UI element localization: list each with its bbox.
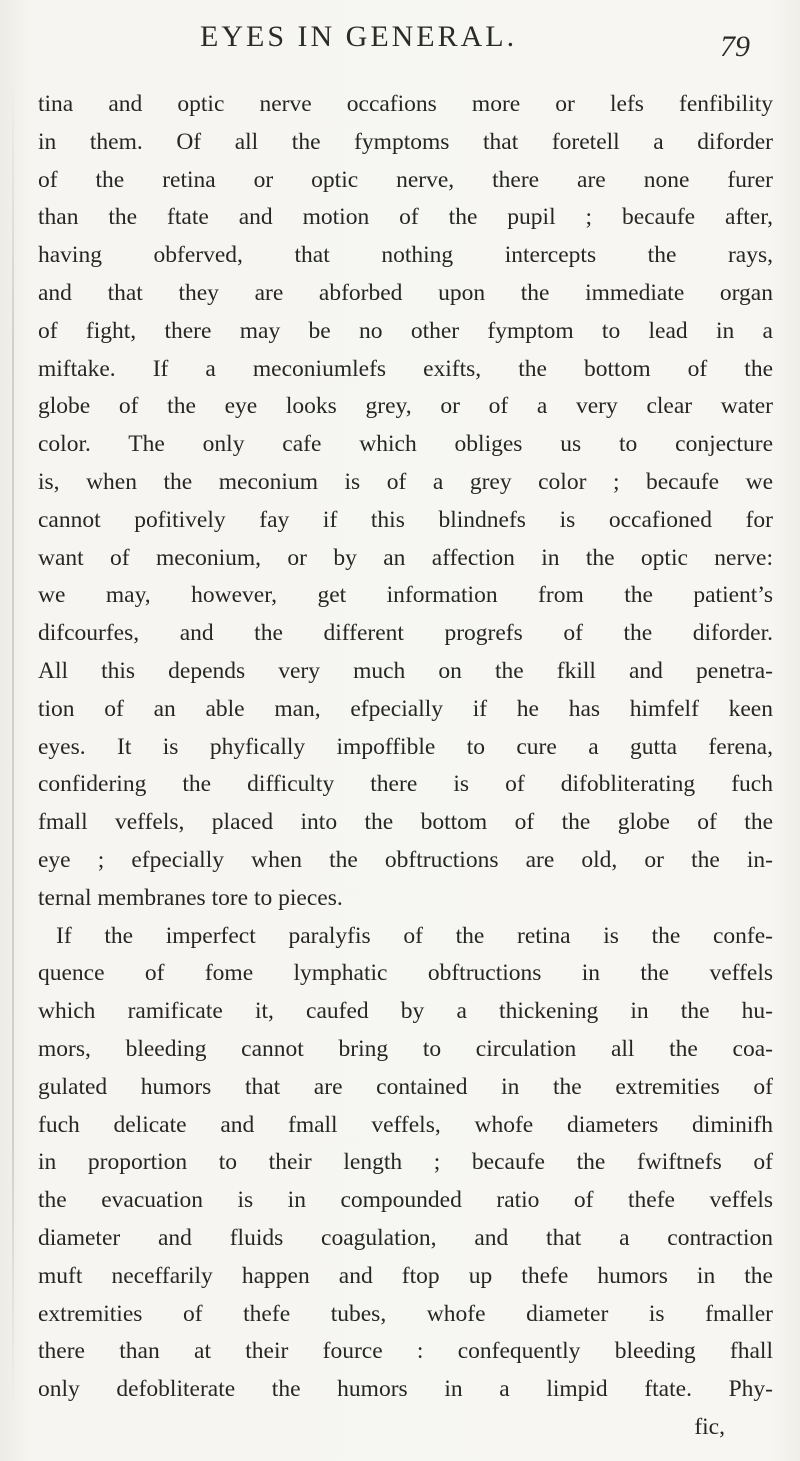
- text-line: only defobliterate the humors in a limpid ftate. Phy-: [38, 1376, 773, 1403]
- text-line: globe of the eye looks grey, or of a very clear water: [38, 393, 773, 420]
- text-line: the evacuation is in compounded ratio of thefe veffels: [38, 1187, 773, 1214]
- text-line: fuch delicate and fmall veffels, whofe diameters diminifh: [38, 1111, 773, 1138]
- text-line: color. The only cafe which obliges us to conjecture: [38, 431, 773, 458]
- text-line: fmall veffels, placed into the bottom of the globe of the: [38, 809, 773, 836]
- body-text: [38, 86, 773, 1447]
- text-line: muft neceffarily happen and ftop up thefe humors in the: [38, 1262, 773, 1289]
- running-head: EYES IN GENERAL.: [200, 20, 518, 53]
- text-line: of fight, there may be no other fymptom to lead in a: [38, 317, 773, 344]
- page-binding-edge: [12, 80, 14, 1410]
- catchword: fic,: [694, 1413, 725, 1440]
- text-line: mors, bleeding cannot bring to circulation all the coa-: [38, 1035, 773, 1062]
- text-line: gulated humors that are contained in the extremities of: [38, 1073, 773, 1100]
- text-line: diameter and fluids coagulation, and that a contraction: [38, 1224, 773, 1251]
- text-line: eyes. It is phyfically impoffible to cure a gutta ferena,: [38, 733, 773, 760]
- text-line: which ramificate it, caufed by a thickening in the hu-: [38, 998, 773, 1025]
- text-line: in proportion to their length ; becaufe the fwiftnefs of: [38, 1149, 773, 1176]
- text-line: is, when the meconium is of a grey color ; becaufe we: [38, 468, 773, 495]
- text-line: we may, however, get information from the patient’s: [38, 582, 773, 609]
- text-line: difcourfes, and the different progrefs of the diforder.: [38, 620, 773, 647]
- text-line: ternal membranes tore to pieces.: [38, 884, 343, 911]
- text-line: there than at their fource : confequently bleeding fhall: [38, 1338, 773, 1365]
- page-number: 79: [720, 30, 750, 63]
- text-line: confidering the difficulty there is of difobliterating fuch: [38, 771, 773, 798]
- text-line: having obferved, that nothing intercepts the rays,: [38, 242, 773, 269]
- text-line: in them. Of all the fymptoms that foretell a diforder: [38, 128, 773, 155]
- text-line: quence of fome lymphatic obftructions in the veffels: [38, 960, 773, 987]
- text-line: tion of an able man, efpecially if he has himfelf keen: [38, 695, 773, 722]
- text-line: and that they are abforbed upon the immediate organ: [38, 279, 773, 306]
- text-line: of the retina or optic nerve, there are none furer: [38, 166, 773, 193]
- text-line: than the ftate and motion of the pupil ; becaufe after,: [38, 204, 773, 231]
- text-line: want of meconium, or by an affection in the optic nerve:: [38, 544, 773, 571]
- text-line: cannot pofitively fay if this blindnefs is occafioned for: [38, 506, 773, 533]
- text-line: eye ; efpecially when the obftructions are old, or the in-: [38, 846, 773, 873]
- text-line: miftake. If a meconiumlefs exifts, the bottom of the: [38, 355, 773, 382]
- text-line: If the imperfect paralyfis of the retina is the confe-: [56, 922, 773, 949]
- text-line: All this depends very much on the fkill and penetra-: [38, 657, 773, 684]
- text-line: tina and optic nerve occafions more or lefs fenfibility: [38, 91, 773, 117]
- text-line: extremities of thefe tubes, whofe diameter is fmaller: [38, 1300, 773, 1327]
